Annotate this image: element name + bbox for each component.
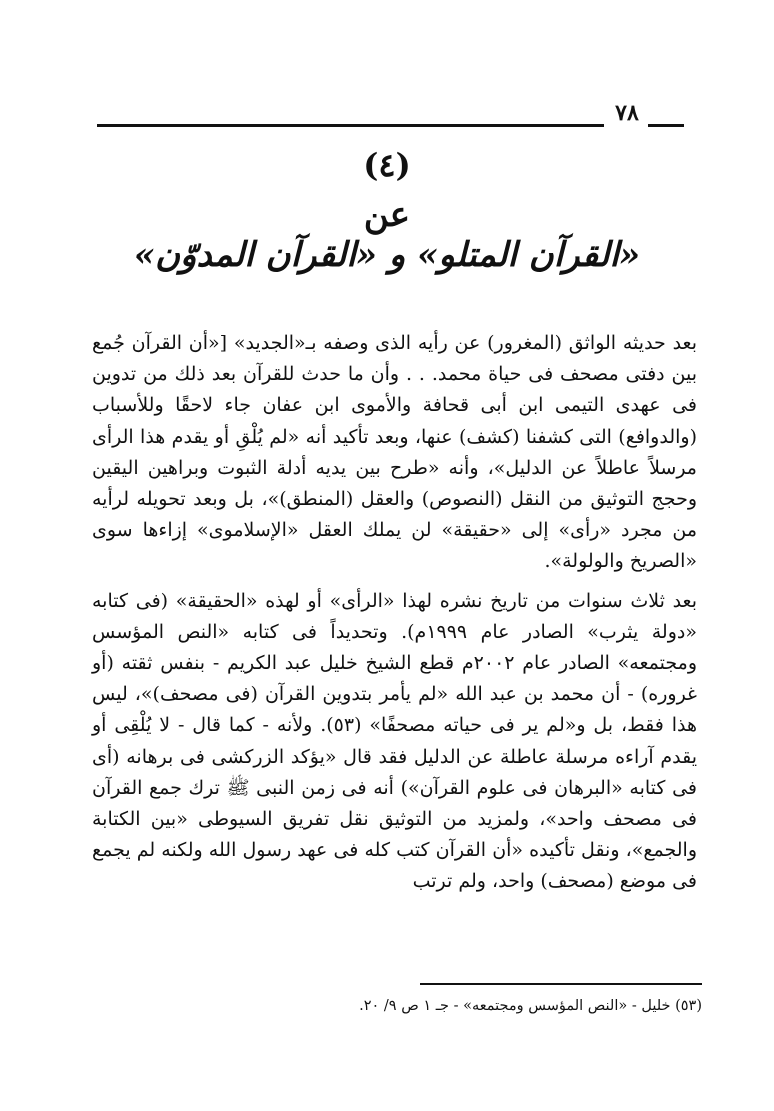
paragraph-1: بعد حديثه الواثق (المغرور) عن رأيه الذى وصفه بـ«الجديد» [«أن القرآن جُمع بين دفتى مصحف فى حياة محمد. . . وأن ما حدث للقرآن بعد ذلك من تدوين فى عهدى التيمى ابن أبى قحافة والأموى ابن عفان جاء لاحقًا وللأسباب (والدوافع) التى كشفنا (كشف) عنها، وبعد تأكيد أنه «لم يُلْقِ أو يقدم هذا الرأى مرسلاً عاطلاً عن الدليل»، وأنه «طرح بين يديه أدلة الثبوت وبراهين اليقين وحجج التوثيق من النقل (النصوص) والعقل (المنطق)»، بل وبعد تحويله لرأيه من مجرد «رأى» إلى «حقيقة» لن يملك العقل «الإسلاموى» إزاءها سوى «الصريخ والولولة». — [92, 332, 697, 573]
header-rule-short — [648, 124, 684, 127]
chapter-number: (٤) — [363, 146, 411, 184]
body-text — [92, 328, 697, 898]
page-number: ٧٨ — [615, 100, 639, 126]
chapter-title-line-1: عن — [363, 195, 411, 235]
footnote-rule — [420, 983, 702, 985]
paragraph-2: بعد ثلاث سنوات من تاريخ نشره لهذا «الرأى» أو لهذه «الحقيقة» (فى كتابه «دولة يثرب» الصادر عام ١٩٩٩م). وتحديداً فى كتابه «النص المؤسس ومجتمعه» الصادر عام ٢٠٠٢م قطع الشيخ خليل عبد الكريم - بنفس ثقته (أو غروره) - أن محمد بن عبد الله «لم يأمر بتدوين القرآن (فى مصحف)»، ليس هذا فقط، بل و«لم ير فى حياته مصحفًا» (٥٣). ولأنه - كما قال - لا يُلْقِى أو يقدم آراءه مرسلة عاطلة عن الدليل فقد قال «يؤكد الزركشى فى برهانه (أى فى كتابه «البرهان فى علوم القرآن») أنه فى زمن النبى ﷺ ترك جمع القرآن فى مصحف واحد»، ولمزيد من التوثيق نقل تفريق السيوطى «بين الكتابة والجمع»، ونقل تأكيده «أن القرآن كتب كله فى عهد رسول الله ولكنه لم يجمع فى موضع (مصحف) واحد، ولم ترتب — [92, 589, 698, 893]
header-rule-long — [97, 124, 604, 127]
chapter-title-line-2: «القرآن المتلو» و «القرآن المدوّن» — [133, 235, 641, 275]
footnote-53: (٥٣) خليل - «النص المؤسس ومجتمعه» - جـ ١ ص ٩/ ٢٠. — [359, 998, 702, 1014]
